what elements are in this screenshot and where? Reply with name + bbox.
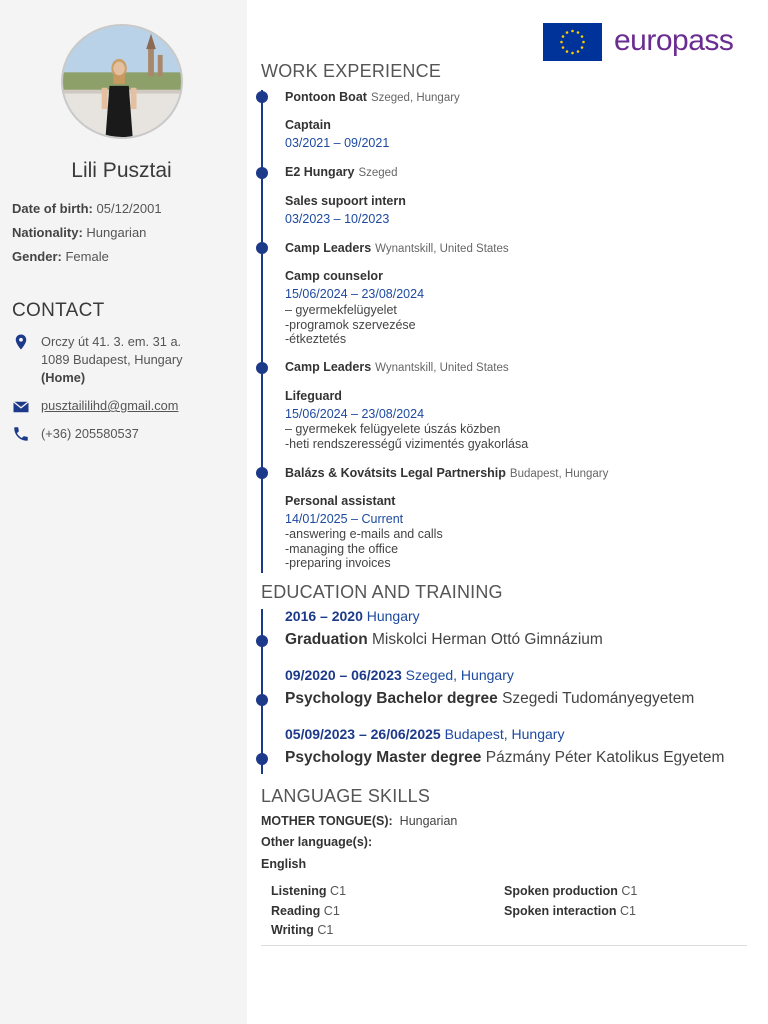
dob-label: Date of birth: bbox=[12, 201, 93, 216]
skill-level: C1 bbox=[620, 904, 636, 918]
employer-name: E2 Hungary bbox=[285, 165, 355, 179]
skill-label: Listening bbox=[271, 884, 327, 898]
job-2-dates: 03/2023 – 10/2023 bbox=[285, 212, 390, 226]
edu-school: Miskolci Herman Ottó Gimnázium bbox=[371, 631, 603, 648]
description-line: -preparing invoices bbox=[285, 556, 391, 571]
gender-value: Female bbox=[65, 249, 109, 264]
listening-skill bbox=[271, 884, 346, 898]
skill-label: Reading bbox=[271, 904, 321, 918]
edu-degree: Psychology Master degree bbox=[285, 749, 482, 766]
employer-location: Wynantskill, United States bbox=[375, 243, 509, 255]
profile-name: Lili Pusztai bbox=[71, 159, 172, 182]
employer-name: Balázs & Kovátsits Legal Partnership bbox=[285, 466, 506, 480]
timeline-dot bbox=[256, 635, 268, 647]
nationality-value: Hungarian bbox=[86, 225, 147, 240]
employer-location: Szeged bbox=[358, 167, 398, 179]
other-languages-label: Other language(s): bbox=[261, 835, 373, 849]
nationality-line bbox=[12, 225, 146, 240]
job-5-dates: 14/01/2025 – Current bbox=[285, 512, 404, 526]
description-line: – gyermekfelügyelet bbox=[285, 303, 397, 317]
gender-label: Gender: bbox=[12, 249, 62, 264]
phone-number[interactable]: (+36) 205580537 bbox=[41, 426, 139, 441]
description-line: -answering e-mails and calls bbox=[285, 527, 443, 541]
job-1-role: Captain bbox=[285, 118, 331, 132]
job-3-employer bbox=[285, 241, 509, 255]
job-4-dates: 15/06/2024 – 23/08/2024 bbox=[285, 407, 425, 421]
sidebar bbox=[0, 0, 247, 1024]
timeline-dot bbox=[256, 694, 268, 706]
other-languages-line bbox=[261, 835, 372, 849]
spoken-interaction-skill bbox=[504, 904, 636, 918]
europass-logo: europass bbox=[614, 24, 734, 57]
skill-label: Spoken production bbox=[504, 884, 618, 898]
mother-tongue-value: Hungarian bbox=[399, 814, 458, 828]
job-3-dates: 15/06/2024 – 23/08/2024 bbox=[285, 287, 425, 301]
timeline-dot bbox=[256, 467, 268, 479]
edu-school: Szegedi Tudományegyetem bbox=[502, 690, 695, 707]
edu-location: Szeged, Hungary bbox=[405, 667, 514, 683]
skill-label: Writing bbox=[271, 923, 314, 937]
job-4-description bbox=[285, 422, 528, 451]
edu-2-dates bbox=[285, 667, 514, 683]
employer-location: Szeged, Hungary bbox=[370, 92, 460, 104]
employer-name: Camp Leaders bbox=[285, 241, 372, 255]
timeline-dot bbox=[256, 91, 268, 103]
eu-stars bbox=[543, 23, 602, 61]
address bbox=[41, 333, 183, 387]
work-experience-title: WORK EXPERIENCE bbox=[261, 61, 442, 81]
skill-level: C1 bbox=[330, 884, 347, 898]
reading-skill bbox=[271, 904, 340, 918]
timeline-dot bbox=[256, 242, 268, 254]
avatar bbox=[61, 24, 183, 139]
employer-name: Camp Leaders bbox=[285, 360, 372, 374]
education-title: EDUCATION AND TRAINING bbox=[261, 582, 503, 602]
description-line: -programok szervezése bbox=[285, 317, 416, 332]
edu-location: Hungary bbox=[366, 608, 420, 624]
work-timeline bbox=[261, 90, 263, 573]
employer-location: Budapest, Hungary bbox=[509, 468, 609, 480]
envelope-icon bbox=[12, 398, 30, 416]
job-2-employer bbox=[285, 165, 397, 179]
writing-skill bbox=[271, 923, 333, 937]
job-1-employer bbox=[285, 90, 460, 104]
description-line: -heti rendszerességű vizimentés gyakorlása bbox=[285, 436, 529, 451]
job-5-role: Personal assistant bbox=[285, 494, 396, 508]
timeline-dot bbox=[256, 167, 268, 179]
edu-2-title bbox=[285, 690, 694, 708]
dob-line bbox=[12, 201, 162, 216]
job-3-role: Camp counselor bbox=[285, 269, 383, 283]
edu-3-title bbox=[285, 749, 724, 767]
section-divider bbox=[261, 945, 747, 946]
skill-level: C1 bbox=[621, 884, 638, 898]
edu-1-dates bbox=[285, 608, 420, 624]
description-line: -managing the office bbox=[285, 541, 399, 556]
edu-degree: Psychology Bachelor degree bbox=[285, 690, 498, 707]
contact-title: CONTACT bbox=[12, 300, 105, 321]
spoken-production-skill bbox=[504, 884, 637, 898]
job-4-role: Lifeguard bbox=[285, 389, 342, 403]
job-3-description bbox=[285, 303, 416, 347]
mother-tongue-label: MOTHER TONGUE(S): bbox=[261, 814, 393, 828]
edu-dates-value: 09/2020 – 06/2023 bbox=[285, 667, 402, 683]
edu-3-dates bbox=[285, 726, 564, 742]
phone-icon bbox=[12, 425, 30, 443]
skill-label: Spoken interaction bbox=[504, 904, 617, 918]
eu-flag-icon bbox=[543, 23, 602, 61]
edu-school: Pázmány Péter Katolikus Egyetem bbox=[485, 749, 725, 766]
job-5-employer bbox=[285, 466, 608, 480]
job-4-employer bbox=[285, 360, 509, 374]
skill-level: C1 bbox=[317, 923, 334, 937]
timeline-dot bbox=[256, 362, 268, 374]
description-line: – gyermekek felügyelete úszás közben bbox=[285, 422, 501, 436]
education-timeline bbox=[261, 609, 263, 774]
skill-level: C1 bbox=[323, 904, 340, 918]
job-5-description bbox=[285, 527, 443, 571]
address-line-2: 1089 Budapest, Hungary bbox=[41, 352, 183, 367]
description-line: -étkeztetés bbox=[285, 332, 347, 347]
edu-1-title bbox=[285, 631, 603, 649]
edu-location: Budapest, Hungary bbox=[444, 726, 565, 742]
address-line-1: Orczy út 41. 3. em. 31 a. bbox=[41, 334, 182, 349]
edu-dates-value: 2016 – 2020 bbox=[285, 608, 363, 624]
language-name bbox=[261, 857, 306, 871]
timeline-dot bbox=[256, 753, 268, 765]
employer-name: Pontoon Boat bbox=[285, 90, 367, 104]
job-1-dates: 03/2021 – 09/2021 bbox=[285, 136, 390, 150]
location-pin-icon bbox=[12, 333, 30, 351]
language-skills-title: LANGUAGE SKILLS bbox=[261, 786, 431, 806]
nationality-label: Nationality: bbox=[12, 225, 83, 240]
edu-degree: Graduation bbox=[285, 631, 368, 648]
dob-value: 05/12/2001 bbox=[96, 201, 162, 216]
job-2-role: Sales supoort intern bbox=[285, 194, 406, 208]
employer-location: Wynantskill, United States bbox=[375, 362, 509, 374]
email-link[interactable]: pusztaililihd@gmail.com bbox=[41, 398, 179, 413]
language-english: English bbox=[261, 857, 307, 871]
mother-tongue-line bbox=[261, 814, 457, 828]
address-tag: (Home) bbox=[41, 370, 86, 385]
edu-dates-value: 05/09/2023 – 26/06/2025 bbox=[285, 726, 441, 742]
gender-line bbox=[12, 249, 109, 264]
